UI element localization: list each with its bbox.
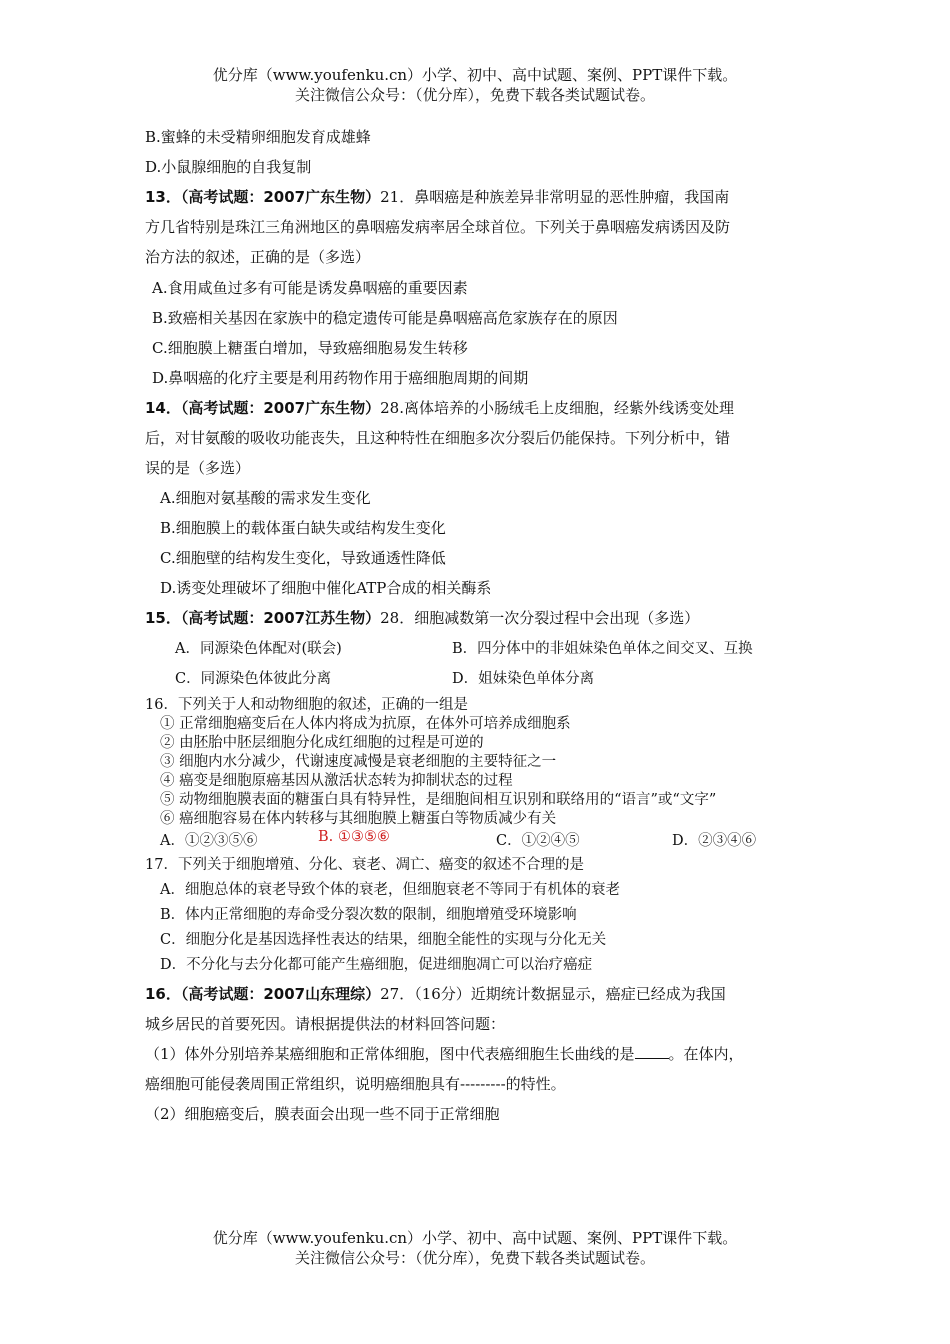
- q16a-item-3: ③ 细胞内水分减少，代谢速度减慢是衰老细胞的主要特征之一: [160, 754, 557, 770]
- q16a-option-d: D．②③④⑥: [672, 833, 757, 849]
- q16a-option-c: C．①②④⑤: [496, 833, 580, 849]
- q16a-option-b: B. ①③⑤⑥: [318, 829, 390, 845]
- q16b-line-1: [145, 983, 726, 1004]
- q16a-stem: 16．下列关于人和动物细胞的叙述，正确的一组是: [145, 697, 468, 713]
- q13-option-d: D.鼻咽癌的化疗主要是利用药物作用于癌细胞周期的间期: [152, 369, 529, 387]
- q13-line-1: [145, 186, 729, 207]
- q15-line-1: [145, 607, 699, 628]
- q16b-part-1-cont-end: 的特性。: [505, 1075, 566, 1093]
- header-line-2: 关注微信公众号：（优分库），免费下载各类试题试卷。: [294, 86, 655, 104]
- footer-line-2: 关注微信公众号：（优分库），免费下载各类试题试卷。: [294, 1249, 655, 1267]
- q13-line-3: 治方法的叙述，正确的是（多选）: [145, 248, 371, 266]
- header-line-1: 优分库（www.youfenku.cn）小学、初中、高中试题、案例、PPT课件下载。: [212, 66, 738, 84]
- answer-blank-1[interactable]: [635, 1046, 669, 1059]
- footer-line-1: 优分库（www.youfenku.cn）小学、初中、高中试题、案例、PPT课件下载。: [212, 1229, 738, 1247]
- q16a-item-6: ⑥ 癌细胞容易在体内转移与其细胞膜上糖蛋白等物质减少有关: [160, 811, 557, 827]
- q15-option-b: B．四分体中的非姐妹染色单体之间交叉、互换: [452, 641, 753, 657]
- q14-option-c: C.细胞壁的结构发生变化，导致通透性降低: [160, 549, 446, 567]
- q15-source-tag: 15．（高考试题：2007江苏生物）: [145, 609, 381, 627]
- q16b-part-1: [145, 1043, 744, 1064]
- q15-option-a: A．同源染色体配对(联会): [175, 641, 342, 657]
- q16b-stem-1: 27．（16分）近期统计数据显示，癌症已经成为我国: [380, 985, 726, 1003]
- q14-source-tag: 14．（高考试题：2007广东生物）: [145, 399, 381, 417]
- q14-option-d: D.诱变处理破坏了细胞中催化ATP合成的相关酶系: [160, 579, 492, 597]
- q15-option-d: D．姐妹染色单体分离: [452, 671, 595, 687]
- q17-option-b: B．体内正常细胞的寿命受分裂次数的限制，细胞增殖受环境影响: [160, 907, 577, 923]
- q16b-line-2: 城乡居民的首要死因。请根据提供法的材料回答问题：: [145, 1015, 506, 1033]
- q15-option-c: C．同源染色体彼此分离: [175, 671, 332, 687]
- q16b-part-1-text: （1）体外分别培养某癌细胞和正常体细胞，图中代表癌细胞生长曲线的是: [145, 1045, 635, 1063]
- q14-line-2: 后，对甘氨酸的吸收功能丧失，且这种特性在细胞多次分裂后仍能保持。下列分析中，错: [145, 429, 731, 447]
- q16b-part-1-cont-text: 癌细胞可能侵袭周围正常组织，说明癌细胞具有: [145, 1075, 461, 1093]
- q16b-source-tag: 16．（高考试题：2007山东理综）: [145, 985, 381, 1003]
- q16b-part-1-end: 。在体内，: [668, 1045, 744, 1063]
- q16a-item-2: ② 由胚胎中胚层细胞分化成红细胞的过程是可逆的: [160, 735, 484, 751]
- q14-option-a: A.细胞对氨基酸的需求发生变化: [160, 489, 371, 507]
- q15-stem-1: 28．细胞减数第一次分裂过程中会出现（多选）: [380, 609, 700, 627]
- q16a-item-1: ① 正常细胞癌变后在人体内将成为抗原，在体外可培养成细胞系: [160, 716, 571, 732]
- q13-option-c: C.细胞膜上糖蛋白增加，导致癌细胞易发生转移: [152, 339, 468, 357]
- q13-source-tag: 13．（高考试题：2007广东生物）: [145, 188, 381, 206]
- q16b-part-1-cont: [145, 1073, 566, 1094]
- q17-option-a: A．细胞总体的衰老导致个体的衰老，但细胞衰老不等同于有机体的衰老: [160, 882, 620, 898]
- q13-line-2: 方几省特别是珠江三角洲地区的鼻咽癌发病率居全球首位。下列关于鼻咽癌发病诱因及防: [145, 218, 731, 236]
- q16a-item-5: ⑤ 动物细胞膜表面的糖蛋白具有特异性，是细胞间相互识别和联络用的“语言”或“文字”: [160, 792, 717, 808]
- q14-line-3: 误的是（多选）: [145, 459, 251, 477]
- q16a-option-a: A．①②③⑤⑥: [160, 833, 258, 849]
- q14-line-1: [145, 397, 734, 418]
- q17-stem: 17．下列关于细胞增殖、分化、衰老、凋亡、癌变的叙述不合理的是: [145, 857, 584, 873]
- q16a-item-4: ④ 癌变是细胞原癌基因从激活状态转为抑制状态的过程: [160, 773, 513, 789]
- q16b-part-2: （2）细胞癌变后，膜表面会出现一些不同于正常细胞: [145, 1105, 500, 1123]
- prev-option-d: D.小鼠腺细胞的自我复制: [145, 158, 312, 176]
- q13-option-a: A.食用咸鱼过多有可能是诱发鼻咽癌的重要因素: [152, 279, 468, 297]
- q17-option-c: C．细胞分化是基因选择性表达的结果，细胞全能性的实现与分化无关: [160, 932, 607, 948]
- answer-blank-2[interactable]: ---------: [460, 1075, 506, 1093]
- q13-option-b: B.致癌相关基因在家族中的稳定遗传可能是鼻咽癌高危家族存在的原因: [152, 309, 618, 327]
- prev-option-b: B.蜜蜂的未受精卵细胞发育成雄蜂: [145, 128, 371, 146]
- q17-option-d: D．不分化与去分化都可能产生癌细胞，促进细胞凋亡可以治疗癌症: [160, 957, 593, 973]
- q14-stem-1: 28.离体培养的小肠绒毛上皮细胞，经紫外线诱变处理: [380, 399, 734, 417]
- q13-stem-1: 21．鼻咽癌是种族差异非常明显的恶性肿瘤，我国南: [380, 188, 730, 206]
- q14-option-b: B.细胞膜上的载体蛋白缺失或结构发生变化: [160, 519, 446, 537]
